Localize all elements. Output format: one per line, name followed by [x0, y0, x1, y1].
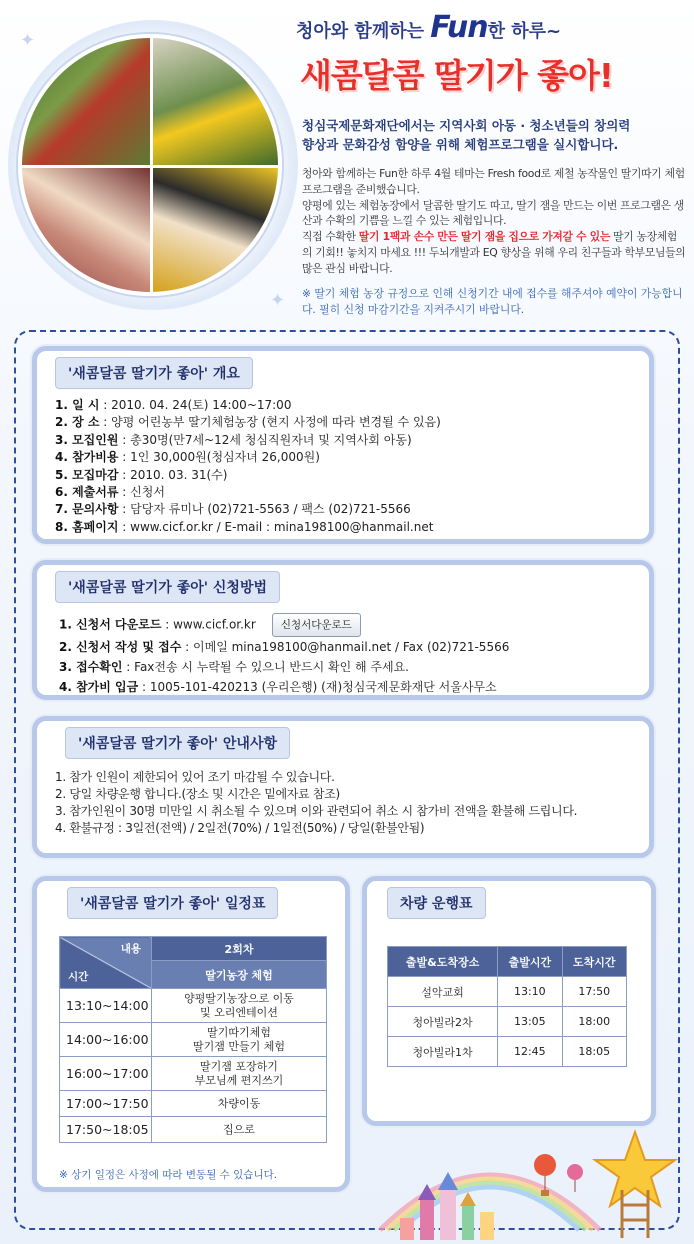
notice-item: 1. 참가 인원이 제한되어 있어 조기 마감될 수 있습니다.: [55, 770, 335, 784]
overview-item: [55, 414, 441, 431]
intro-text: 직접 수확한: [302, 230, 359, 244]
photo-children-picking: [150, 38, 278, 165]
activity-line: 딸기잼 만들기 체험: [192, 1039, 285, 1053]
intro-highlight: 딸기 1팩과 손수 만든 딸기 잼을 집으로 가져갈 수 있는: [358, 230, 610, 244]
notice-title: '새콤달콤 딸기가 좋아' 안내사항: [65, 727, 290, 759]
subtitle-suffix: 한 하루~: [487, 21, 562, 42]
corner-top-label: 내용: [120, 943, 141, 955]
notice-item: 2. 당일 차량운행 합니다.(장소 및 시간은 밑에자료 참조): [55, 787, 340, 801]
overview-item-label: 7. 문의사항: [55, 502, 119, 517]
intro-note: ※ 딸기 체험 농장 규정으로 인해 신청기간 내에 접수를 해주셔야 예약이 가능합니다. 필히 신청 마감기간을 지켜주시기 바랍니다.: [302, 287, 683, 316]
schedule-col-header: 2회차: [152, 937, 327, 961]
schedule-time: 17:00~17:50: [60, 1091, 152, 1117]
schedule-time: 17:50~18:05: [60, 1117, 152, 1143]
overview-item-value: : www.cicf.or.kr / E-mail : mina198100@hanmail.net: [118, 519, 434, 534]
schedule-body: [60, 989, 327, 1143]
photo-divider: [22, 165, 278, 168]
overview-item-value: : 2010. 03. 31(수): [118, 467, 228, 482]
apply-item-label: 1. 신청서 다운로드: [59, 617, 162, 632]
schedule-panel: [32, 876, 350, 1192]
schedule-time: 16:00~17:00: [60, 1057, 152, 1091]
photo-collage: [18, 34, 282, 296]
apply-item-label: 2. 신청서 작성 및 접수: [59, 640, 182, 654]
intro-body: [302, 166, 686, 277]
overview-item: [55, 484, 441, 501]
schedule-title: '새콤달콤 딸기가 좋아' 일정표: [67, 887, 278, 919]
intro-lead-line: 향상과 문화감성 함양을 위해 체험프로그램을 실시합니다.: [302, 137, 619, 152]
overview-item-value: : 2010. 04. 24(토) 14:00~17:00: [99, 398, 292, 412]
apply-item-value: : 이메일 mina198100@hanmail.net / Fax (02)721-5566: [181, 640, 510, 654]
overview-item-value: : 신청서: [118, 485, 165, 500]
activity-line: 딸기잼 포장하기: [200, 1059, 278, 1073]
overview-item: [55, 432, 441, 449]
overview-item-label: 6. 제출서류: [55, 485, 119, 500]
overview-item: [55, 501, 441, 518]
apply-item: [59, 677, 509, 697]
photo-hands-jam: [22, 165, 150, 292]
bus-panel: [362, 876, 656, 1126]
overview-title: '새콤달콤 딸기가 좋아' 개요: [55, 357, 253, 389]
apply-item: [59, 637, 509, 657]
schedule-note: ※ 상기 일정은 사정에 따라 변동될 수 있습니다.: [59, 1169, 278, 1181]
overview-item: [55, 397, 441, 414]
apply-item: [59, 613, 509, 637]
page-title: 새콤달콤 딸기가 좋아!: [300, 56, 613, 95]
notice-list: [55, 769, 577, 837]
overview-item: [55, 519, 441, 536]
schedule-time: 14:00~16:00: [60, 1023, 152, 1057]
bus-cell: 청아빌라2차: [388, 1007, 498, 1037]
intro-paragraph: [302, 229, 686, 276]
intro-paragraph: 양평에 있는 체험농장에서 달콤한 딸기도 따고, 딸기 잼을 만드는 이번 프로그램은 생산과 수확의 기쁨을 느낄 수 있는 체험입니다.: [302, 198, 684, 228]
table-row: [388, 977, 627, 1007]
activity-line: 양평딸기농장으로 이동: [184, 991, 294, 1005]
overview-item-label: 2. 장 소: [55, 415, 100, 430]
bus-col-header: 출발&도착장소: [388, 947, 498, 977]
table-row: [60, 1117, 327, 1143]
bus-table: [387, 946, 627, 1067]
activity-line: 집으로: [223, 1122, 255, 1136]
activity-line: 및 오리엔테이션: [200, 1005, 278, 1019]
overview-item-value: : 양평 어린농부 딸기체험농장 (현지 사정에 따라 변경될 수 있음): [99, 415, 441, 430]
schedule-time: 13:10~14:00: [60, 989, 152, 1023]
overview-panel: [32, 346, 654, 544]
overview-item-label: 1. 일 시: [55, 398, 100, 412]
notice-panel: [32, 716, 654, 858]
bus-cell: 18:00: [562, 1007, 626, 1037]
header-subtitle: [296, 10, 596, 45]
bus-cell: 18:05: [562, 1037, 626, 1067]
table-row: [388, 1037, 627, 1067]
bus-cell: 13:05: [498, 1007, 562, 1037]
schedule-activity: [152, 1057, 327, 1091]
schedule-activity: [152, 1091, 327, 1117]
table-row: [388, 1007, 627, 1037]
overview-item-value: : 총30명(만7세~12세 청심직원자녀 및 지역사회 아동): [118, 432, 412, 447]
overview-item-label: 5. 모집마감: [55, 467, 119, 482]
sparkle-icon: ✦: [270, 290, 286, 311]
overview-item-label: 4. 참가비용: [55, 450, 119, 465]
apply-item-value: : Fax전송 시 누락될 수 있으니 반드시 확인 해 주세요.: [122, 660, 409, 674]
bus-cell: 설악교회: [388, 977, 498, 1007]
corner-bottom-label: 시간: [68, 971, 89, 983]
schedule-table: [59, 936, 327, 1143]
schedule-activity: [152, 1117, 327, 1143]
apply-item: [59, 657, 509, 677]
apply-item-value: : 1005-101-420213 (우리은행) (재)청심국제문화재단 서울사무소: [138, 680, 497, 694]
intro-text: 딸기 농장체험의 기회!! 놓치지 마세요 !!! 두뇌개발과 EQ 향상을 위해 우리 친구들과 학부모님들의 많은 관심 바랍니다.: [302, 230, 686, 275]
overview-item: [55, 449, 441, 466]
intro-lead: [302, 116, 682, 154]
overview-item: [55, 467, 441, 484]
table-row: [60, 1091, 327, 1117]
bus-cell: 청아빌라1차: [388, 1037, 498, 1067]
schedule-corner-header: [60, 937, 152, 989]
bus-col-header: 출발시간: [498, 947, 562, 977]
overview-item-label: 8. 홈페이지: [55, 519, 119, 534]
download-form-button[interactable]: 신청서다운로드: [272, 613, 361, 637]
intro-lead-line: 청심국제문화재단에서는 지역사회 아동 · 청소년들의 창의력: [302, 118, 631, 133]
decoration-scene: [360, 1120, 690, 1240]
bus-cell: 12:45: [498, 1037, 562, 1067]
apply-item-value: : www.cicf.or.kr: [161, 617, 256, 632]
table-row: [60, 1023, 327, 1057]
intro-paragraph: 청아와 함께하는 Fun한 하루 4월 테마는 Fresh food로 제철 농작물인 딸기따기 체험 프로그램을 준비했습니다.: [302, 167, 685, 196]
apply-list: [59, 613, 509, 697]
schedule-activity: [152, 989, 327, 1023]
notice-item: 4. 환불규정 : 3일전(전액) / 2일전(70%) / 1일전(50%) / 당일(환불안됨): [55, 821, 425, 835]
overview-item-label: 3. 모집인원: [55, 432, 119, 447]
overview-item-value: : 담당자 류미나 (02)721-5563 / 팩스 (02)721-5566: [118, 502, 411, 517]
subtitle-prefix: 청아와 함께하는: [296, 21, 424, 42]
schedule-activity: [152, 1023, 327, 1057]
apply-panel: [32, 560, 654, 700]
table-row: [60, 1057, 327, 1091]
star-icon: [595, 1132, 675, 1238]
apply-item-label: 4. 참가비 입금: [59, 680, 139, 694]
header: [0, 0, 694, 330]
bus-title: 차량 운행표: [387, 887, 486, 919]
activity-line: 딸기따기체험: [207, 1025, 271, 1039]
schedule-col-subheader: 딸기농장 체험: [152, 961, 327, 989]
photo-strawberry-field: [22, 38, 150, 165]
activity-line: 부모님께 편지쓰기: [194, 1073, 284, 1087]
photo-children-group: [150, 165, 278, 292]
bus-cell: 13:10: [498, 977, 562, 1007]
overview-item-value: : 1인 30,000원(청심자녀 26,000원): [118, 450, 320, 465]
bus-body: [388, 977, 627, 1067]
activity-line: 차량이동: [217, 1096, 261, 1110]
bus-col-header: 도착시간: [562, 947, 626, 977]
subtitle-fun: Fun: [430, 10, 488, 45]
overview-list: [55, 397, 441, 536]
table-row: [60, 989, 327, 1023]
apply-title: '새콤달콤 딸기가 좋아' 신청방법: [55, 571, 280, 603]
bus-cell: 17:50: [562, 977, 626, 1007]
apply-item-label: 3. 접수확인: [59, 660, 123, 674]
notice-item: 3. 참가인원이 30명 미만일 시 취소될 수 있으며 이와 관련되어 취소 시 참가비 전액을 환불해 드립니다.: [55, 804, 578, 818]
sparkle-icon: ✦: [20, 30, 36, 51]
